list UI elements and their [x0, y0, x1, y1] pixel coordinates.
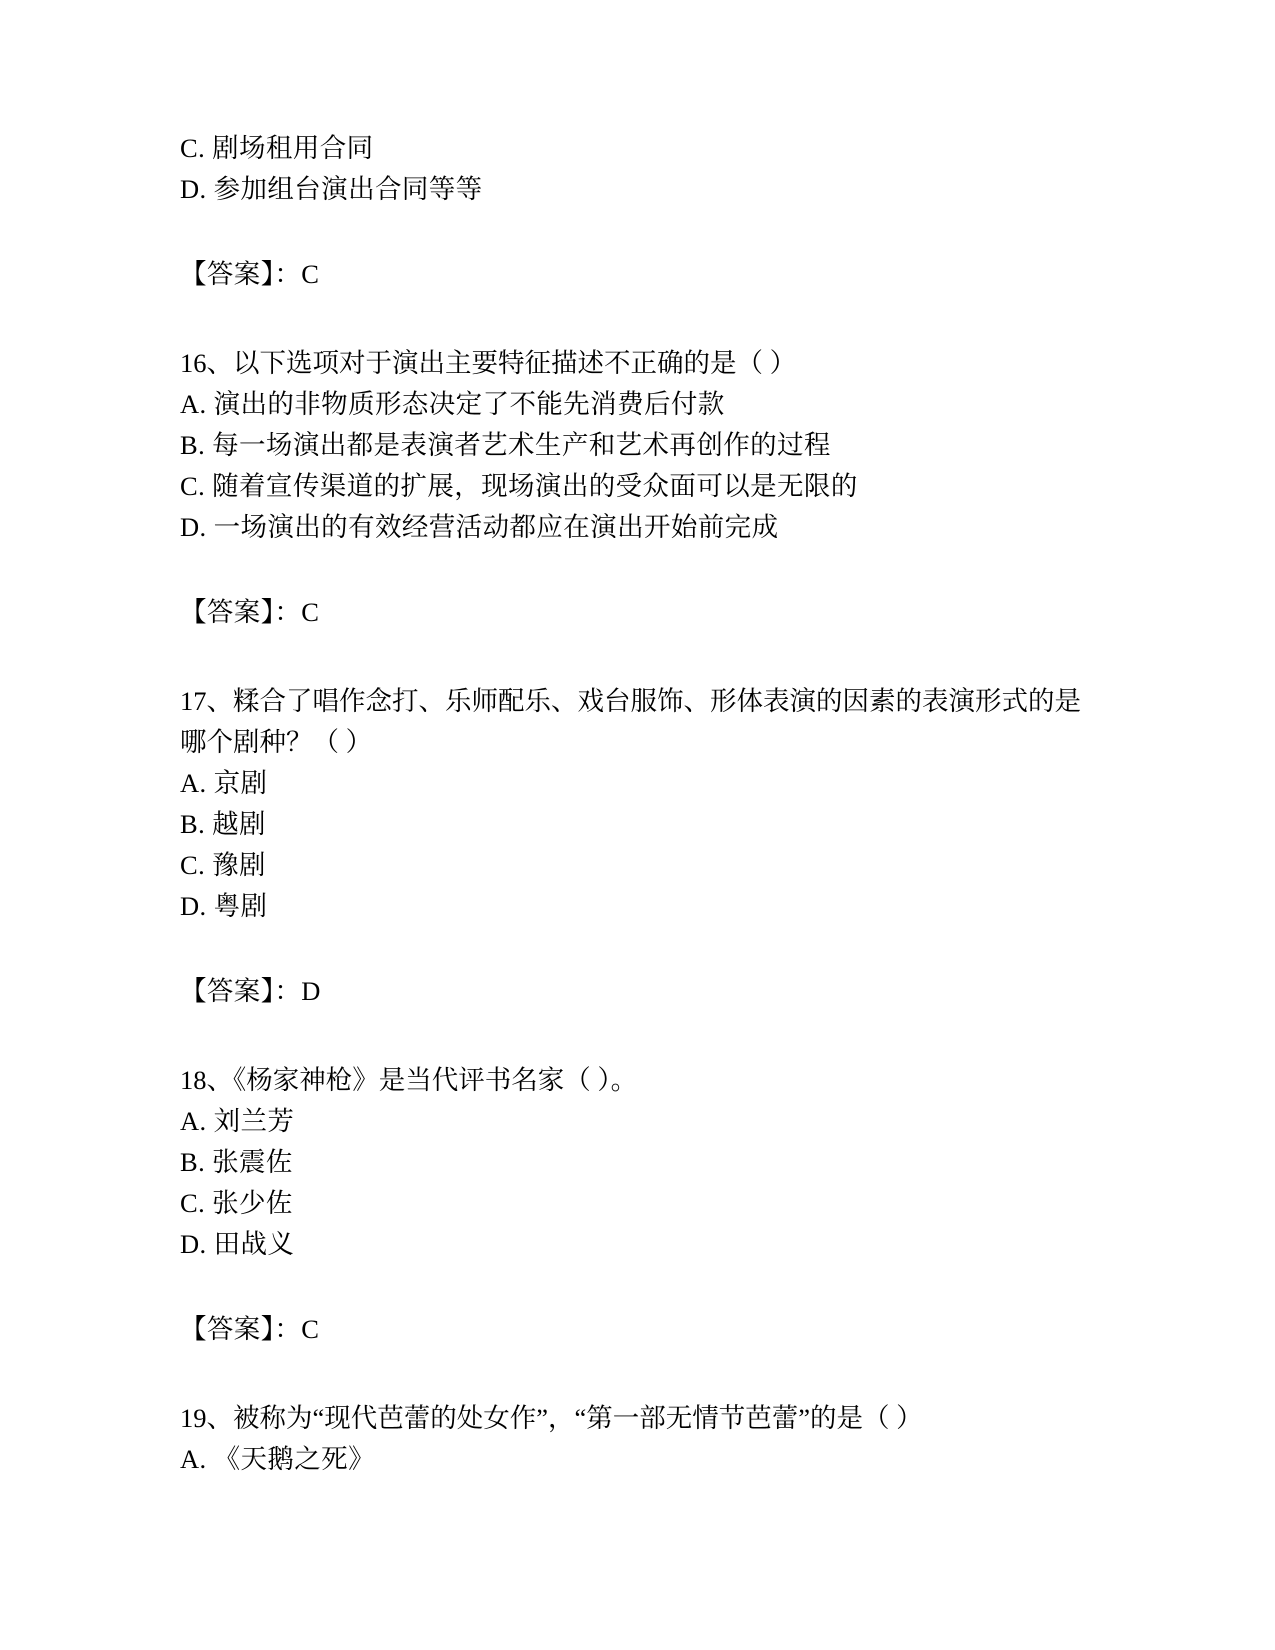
spacer: [180, 927, 1100, 971]
question-19: [180, 1398, 1100, 1480]
spacer: [180, 1012, 1100, 1060]
spacer: [180, 548, 1100, 592]
option-list: [180, 128, 1100, 210]
list-item: C. 豫剧: [180, 850, 266, 880]
question-stem: 16、以下选项对于演出主要特征描述不正确的是（ ）: [180, 348, 797, 378]
spacer: [180, 295, 1100, 343]
question-17: [180, 681, 1100, 927]
spacer: [180, 210, 1100, 254]
list-item: A. 演出的非物质形态决定了不能先消费后付款: [180, 389, 725, 419]
answer-line: 【答案】：C: [180, 259, 320, 289]
list-item: D. 田战义: [180, 1229, 295, 1259]
list-item: B. 越剧: [180, 809, 266, 839]
question-stem: 17、糅合了唱作念打、乐师配乐、戏台服饰、形体表演的因素的表演形式的是哪个剧种？（ ）: [180, 686, 1081, 757]
list-item: A. 《天鹅之死》: [180, 1444, 375, 1474]
list-item: C. 张少佐: [180, 1188, 293, 1218]
question-16: [180, 343, 1100, 548]
document-body: [180, 128, 1100, 1480]
answer-line: 【答案】：C: [180, 597, 320, 627]
list-item: D. 一场演出的有效经营活动都应在演出开始前完成: [180, 512, 779, 542]
spacer: [180, 1265, 1100, 1309]
answer-line: 【答案】：D: [180, 976, 321, 1006]
list-item: B. 张震佐: [180, 1147, 293, 1177]
list-item: A. 刘兰芳: [180, 1106, 295, 1136]
answer-line: 【答案】：C: [180, 1314, 320, 1344]
spacer: [180, 633, 1100, 681]
list-item: B. 每一场演出都是表演者艺术生产和艺术再创作的过程: [180, 430, 831, 460]
question-stem: 18、《杨家神枪》是当代评书名家（ ）。: [180, 1065, 638, 1095]
list-item: D. 参加组台演出合同等等: [180, 174, 483, 204]
list-item: C. 随着宣传渠道的扩展，现场演出的受众面可以是无限的: [180, 471, 858, 501]
question-18: [180, 1060, 1100, 1265]
list-item: A. 京剧: [180, 768, 268, 798]
list-item: D. 粤剧: [180, 891, 268, 921]
list-item: C. 剧场租用合同: [180, 133, 374, 163]
spacer: [180, 1350, 1100, 1398]
question-stem: 19、被称为“现代芭蕾的处女作”，“第一部无情节芭蕾”的是（ ）: [180, 1403, 923, 1433]
